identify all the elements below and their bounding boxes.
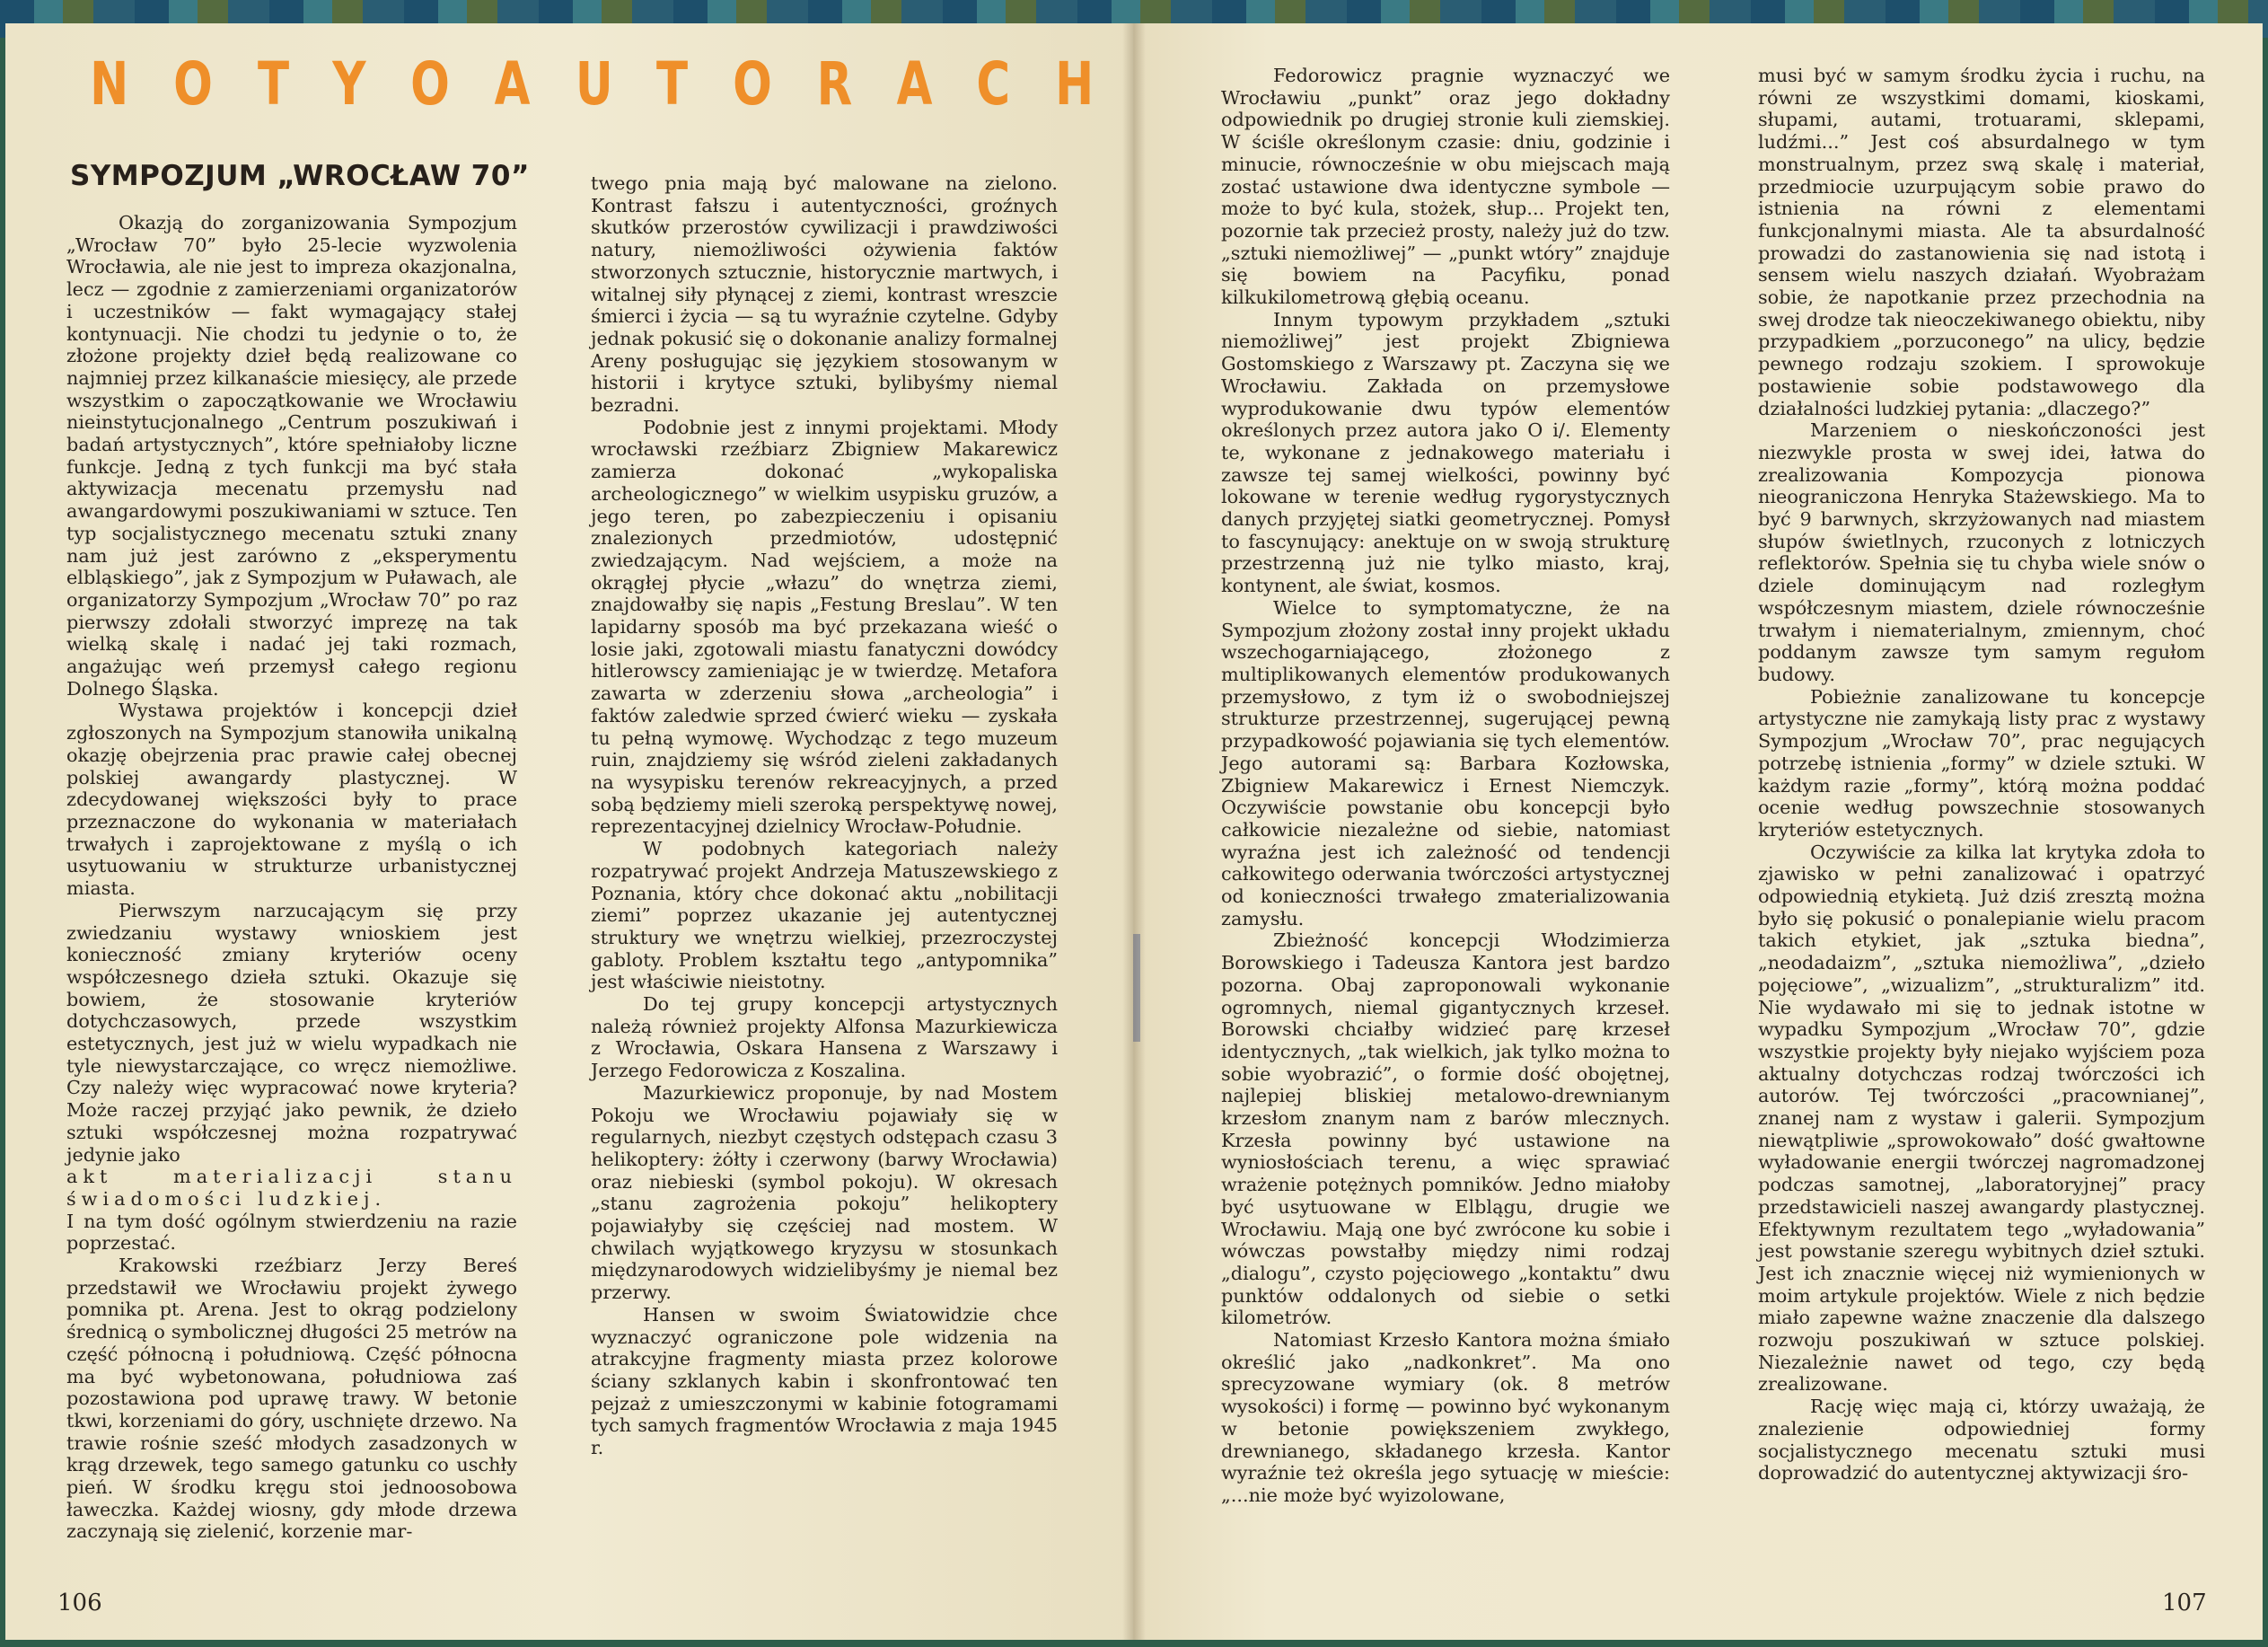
paragraph: Fedorowicz pragnie wyznaczyć we Wrocławiu „punkt” oraz jego dokładny odpowiednik po drugiej stronie kuli ziemskiej. W ściśle określonym czasie: dniu, godzinie i minucie, równocześnie w obu miejscach mają zostać ustawione dwa identyczne symbole — może to być kula, stożek, słup... Projekt ten, pozornie tak przecież prosty, należy już do tzw. „sztuki niemożliwej” — „punkt wtóry” znajduje się bowiem na Pacyfiku, ponad kilkukilometrową głębią oceanu. — [1221, 65, 1670, 309]
paragraph: W podobnych kategoriach należy rozpatrywać projekt Andrzeja Matuszewskiego z Poznania, który chce dokonać aktu „nobilitacji ziemi” poprzez ukazanie jej autentycznej struktury we wnętrzu wielkiej, przezroczystej gabloty. Problem kształtu tego „antypomnika” jest właściwie nieistotny. — [591, 838, 1058, 993]
paragraph: Okazją do zorganizowania Sympozjum „Wrocław 70” było 25-lecie wyzwolenia Wrocławia, ale nie jest to impreza okazjonalna, lecz — zgodnie z zamierzeniami organizatorów i uczestników — fakt wymagający stałej kontynuacji. Nie chodzi tu jedynie o to, że złożone projekty dzieł będą realizowane co najmniej przez kilkanaście miesięcy, ale przede wszystkim o zapoczątkowanie we Wrocławiu nieinstytucjonalnego „Centrum poszukiwań i badań artystycznych”, które spełniałoby liczne funkcje. Jedną z tych funkcji ma być stała aktywizacja mecenatu przemysłu nad awangardowymi poszukiwaniami w sztuce. Ten typ socjalistycznego mecenatu sztuki znany nam już jest zarówno z „eksperymentu elbląskiego”, jak z Sympozjum w Puławach, ale organizatorzy Sympozjum „Wrocław 70” po raz pierwszy zdołali stworzyć imprezę na tak wielką skalę i nadać jej taki rozmach, angażując weń przemysł całego regionu Dolnego Śląska. — [66, 212, 517, 700]
section-title: SYMPOZJUM „WROCŁAW 70” — [70, 160, 530, 192]
paragraph: Podobnie jest z innymi projektami. Młody wrocławski rzeźbiarz Zbigniew Makarewicz zamierza dokonać „wykopaliska archeologicznego” w wielkim usypisku gruzów, a jego teren, po zabezpieczeniu i opisaniu znalezionych przedmiotów, udostępnić zwiedzającym. Nad wejściem, a może na okrągłej płycie „włazu” do wnętrza ziemi, znajdowałby się napis „Festung Breslau”. W ten lapidarny sposób ma być przekazana wieść o losie jaki, zgotowali miastu fanatyczni dowódcy hitlerowscy zamieniając je w twierdzę. Metafora zawarta w zderzeniu słowa „archeologia” i faktów zaledwie sprzed ćwierć wieku — zyskała tu pełną wymowę. Wychodząc z tego muzeum ruin, znajdziemy się wśród zieleni zakładanych na wysypisku terenów rekreacyjnych, a przed sobą będziemy mieli szeroką perspektywę nowej, reprezentacyjnej dzielnicy Wrocław-Południe. — [591, 416, 1058, 838]
heading-letter: C — [976, 48, 1011, 119]
column-2 — [591, 172, 1058, 1573]
heading-letter: U — [575, 48, 613, 119]
column-4 — [1758, 65, 2205, 1582]
ink-mark — [1133, 934, 1140, 1042]
heading-letter: H — [1054, 48, 1094, 119]
heading-letter: O — [173, 48, 214, 119]
heading-letter: A — [494, 48, 531, 119]
heading-letter: N — [90, 48, 129, 119]
paragraph: Pobieżnie zanalizowane tu koncepcje artystyczne nie zamykają listy prac z wystawy Sympozjum „Wrocław 70”, prac negujących potrzebę istnienia „formy” w dziele sztuki. W każdym razie „formy”, którą można poddać ocenie według powszechnie stosowanych kryteriów estetycznych. — [1758, 685, 2205, 841]
page-number-left: 106 — [57, 1590, 102, 1616]
paragraph: Do tej grupy koncepcji artystycznych należą również projekty Alfonsa Mazurkiewicza z Wrocławia, Oskara Hansena z Warszawy i Jerzego Fedorowicza z Koszalina. — [591, 993, 1058, 1082]
heading-letter: A — [896, 48, 933, 119]
heading-letter: T — [257, 48, 289, 119]
column-1 — [66, 212, 517, 1568]
page-heading — [84, 48, 1099, 119]
heading-letter: O — [732, 48, 772, 119]
paragraph: Oczywiście za kilka lat krytyka zdoła to zjawisko w pełni zanalizować i opatrzyć odpowiednią etykietą. Już dziś zresztą można było się pokusić o ponalepianie wielu pracom takich etykiet, jak „sztuka biedna”, „neodadaizm”, „sztuka niemożliwa”, „dzieło pojęciowe”, „wizualizm”, „strukturalizm” itd. Nie wydawało mi się to jednak istotne w wypadku Sympozjum „Wrocław 70”, gdzie wszystkie projekty były niejako wyjściem poza aktualny dotychczas rodzaj twórczości ich autorów. Tej twórczości „pracownianej”, znanej nam z wystaw i galerii. Sympozjum niewątpliwie „sprowokowało” dość gwałtowne wyładowanie energii twórczej nagromadzonej podczas samotnej, „laboratoryjnej” pracy przedstawicieli naszej awangardy plastycznej. Efektywnym rezultatem tego „wyładowania” jest powstanie szeregu wybitnych dzieł sztuki. Jest ich znacznie więcej niż wymienionych w moim artykule projektów. Wiele z nich będzie miało zapewne ważne znaczenie dla dalszego rozwoju poszukiwań w sztuce polskiej. Niezależnie nawet od tego, czy będą zrealizowane. — [1758, 841, 2205, 1396]
spaced-phrase: akt materializacji stanu świadomości ludzkiej. — [66, 1166, 517, 1210]
column-3 — [1221, 65, 1670, 1582]
paragraph: Mazurkiewicz proponuje, by nad Mostem Pokoju we Wrocławiu pojawiały się w regularnych, niezbyt częstych odstępach czasu 3 helikoptery: żółty i czerwony (barwy Wrocławia) oraz niebieski (symbol pokoju). W okresach „stanu zagrożenia pokoju” helikoptery pojawiałyby się częściej nad mostem. W chwilach wyjątkowego kryzysu w stosunkach międzynarodowych widzielibyśmy je niemal bez przerwy. — [591, 1081, 1058, 1304]
paragraph: Hansen w swoim Światowidzie chce wyznaczyć ograniczone pole widzenia na atrakcyjne fragmenty miasta przez kolorowe ściany szklanych kabin i skonfrontować ten pejzaż z umieszczonymi w kabinie fotogramami tych samych fragmentów Wrocławia z maja 1945 r. — [591, 1303, 1058, 1459]
heading-letter: T — [656, 48, 689, 119]
paragraph: Krakowski rzeźbiarz Jerzy Bereś przedstawił we Wrocławiu projekt żywego pomnika pt. Arena. Jest to okrąg podzielony średnicą o symbolicznej długości 25 metrów na część północną i południową. Część północna ma być wybetonowana, południowa zaś pozostawiona pod uprawę trawy. W betonie tkwi, korzeniami do góry, uschnięte drzewo. Na trawie rośnie sześć młodych zasadzonych w krąg drzewek, tego samego gatunku co uschły pień. W środku kręgu stoi jednoosobowa ławeczka. Każdej wiosny, gdy młode drzewa zaczynają się zielenić, korzenie mar- — [66, 1255, 517, 1543]
paragraph: Innym typowym przykładem „sztuki niemożliwej” jest projekt Zbigniewa Gostomskiego z Warszawy pt. Zaczyna się we Wrocławiu. Zakłada on przemysłowe wyprodukowanie dwu typów elementów określonych przez autora jako O i/. Elementy te, wykonane z jednakowego materiału i zawsze tej samej wielkości, powinny być lokowane w terenie według rygorystycznych danych przyjętej siatki geometrycznej. Pomysł to fascynujący: anektuje on w swoją strukturę przestrzenną już nie tylko miasto, kraj, kontynent, ale świat, kosmos. — [1221, 308, 1670, 597]
paragraph: Wielce to symptomatyczne, że na Sympozjum złożony został inny projekt układu wszechogarniającego, złożonego z multiplikowanych elementów produkowanych przemysłowo, z tym iż o swobodniejszej strukturze przestrzennej, sugerującej pewną przypadkowość pojawiania się tych elementów. Jego autorami są: Barbara Kozłowska, Zbigniew Makarewicz i Ernest Niemczyk. Oczywiście powstanie obu koncepcji było całkowicie niezależne od siebie, natomiast wyraźna jest ich zależność od tendencji całkowitego oderwania twórczości artystycznej od konieczności trwałego zmaterializowania zamysłu. — [1221, 596, 1670, 929]
heading-letter: Y — [332, 48, 366, 119]
heading-letter: R — [816, 48, 853, 119]
page-number-right: 107 — [2162, 1590, 2207, 1616]
paragraph: Pierwszym narzucającym się przy zwiedzaniu wystawy wnioskiem jest konieczność zmiany kryteriów oceny współczesnego dzieła sztuki. Okazuje się bowiem, że stosowanie kryteriów dotychczasowych, przede wszystkim estetycznych, jest już w wielu wypadkach nie tyle niewystarczające, co wręcz niemożliwe. Czy należy więc wypracować nowe kryteria? Może raczej przyjąć jako pewnik, że dzieło sztuki współczesnej można rozpatrywać jedynie jako — [66, 899, 517, 1166]
paragraph: Zbieżność koncepcji Włodzimierza Borowskiego i Tadeusza Kantora jest bardzo pozorna. Obaj zaproponowali wykonanie ogromnych, niemal gigantycznych krzeseł. Borowski chciałby widzieć parę krzeseł identycznych, „tak wielkich, jak tylko można to sobie wyobrazić”, o formie dość obojętnej, najlepiej bliskiej metalowo-drewnianym krzesłom znanym nam z barów mlecznych. Krzesła powinny być ustawione na wyniosłościach terenu, a więc sprawiać wrażenie potężnych pomników. Jedno miałoby być usytuowane w Elblągu, drugie we Wrocławiu. Mają one być zwrócone ku sobie i wówczas powstałby między nimi rodzaj „dialogu”, czysto pojęciowego „kontaktu” dwu punktów oddalonych od siebie o setki kilometrów. — [1221, 929, 1670, 1329]
paragraph: Natomiast Krzesło Kantora można śmiało określić jako „nadkonkret”. Ma ono sprecyzowane wymiary (ok. 8 metrów wysokości) i formę — powinno być wykonanym w betonie powiększeniem zwykłego, drewnianego, składanego krzesła. Kantor wyraźnie też określa jego sytuację w mieście: „...nie może być wyizolowane, — [1221, 1329, 1670, 1506]
paragraph: I na tym dość ogólnym stwierdzeniu na razie poprzestać. — [66, 1210, 517, 1255]
paragraph: Marzeniem o nieskończoności jest niezwykle prosta w swej idei, łatwa do zrealizowania Kompozycja pionowa nieograniczona Henryka Stażewskiego. Ma to być 9 barwnych, skrzyżowanych nad miastem słupów świetlnych, rzuconych z lotniczych reflektorów. Spełnia się tu chyba wiele snów o dziele dominującym nad rozległym współczesnym miastem, dziele równocześnie trwałym i niematerialnym, zmiennym, choć poddanym zawsze tym samym regułom budowy. — [1758, 419, 2205, 685]
paragraph: twego pnia mają być malowane na zielono. Kontrast fałszu i autentyczności, groźnych skutków przerostów cywilizacji i prawdziwości natury, niemożliwości ożywienia faktów stworzonych sztucznie, historycznie martwych, i witalnej siły płynącej z ziemi, kontrast wreszcie śmierci i życia — są tu wyraźnie czytelne. Gdyby jednak pokusić się o dokonanie analizy formalnej Areny posługując się językiem stosowanym w historii i krytyce sztuki, bylibyśmy niemal bezradni. — [591, 172, 1058, 417]
paragraph: Rację więc mają ci, którzy uważają, że znalezienie odpowiedniej formy socjalistycznego mecenatu sztuki musi doprowadzić do autentycznej aktywizacji śro- — [1758, 1396, 2205, 1484]
heading-letter: O — [410, 48, 450, 119]
paragraph: musi być w samym środku życia i ruchu, na równi ze wszystkimi domami, kioskami, słupami, autami, trotuarami, sklepami, ludźmi...” Jest coś absurdalnego w tym monstrualnym, przez swą skalę i materiał, przedmiocie uzurpującym sobie prawo do istnienia na równi z elementami funkcjonalnymi miasta. Ale ta absurdalność prowadzi do zastanowienia się nad istotą i sensem wielu naszych działań. Wyobrażam sobie, że napotkanie przez przechodnia na swej drodze tak nieoczekiwanego obiektu, niby przypadkiem „porzuconego” na ulicy, będzie pewnego rodzaju szokiem. I sprowokuje postawienie sobie podstawowego dla działalności ludzkiej pytania: „dlaczego?” — [1758, 65, 2205, 419]
book-gutter — [1122, 23, 1146, 1640]
paragraph: Wystawa projektów i koncepcji dzieł zgłoszonych na Sympozjum stanowiła unikalną okazję obejrzenia prac prawie całej obecnej polskiej awangardy plastycznej. W zdecydowanej większości były to prace przeznaczone do wykonania w materiałach trwałych i zaprojektowane z myślą o ich usytuowaniu w strukturze urbanistycznej miasta. — [66, 700, 517, 900]
